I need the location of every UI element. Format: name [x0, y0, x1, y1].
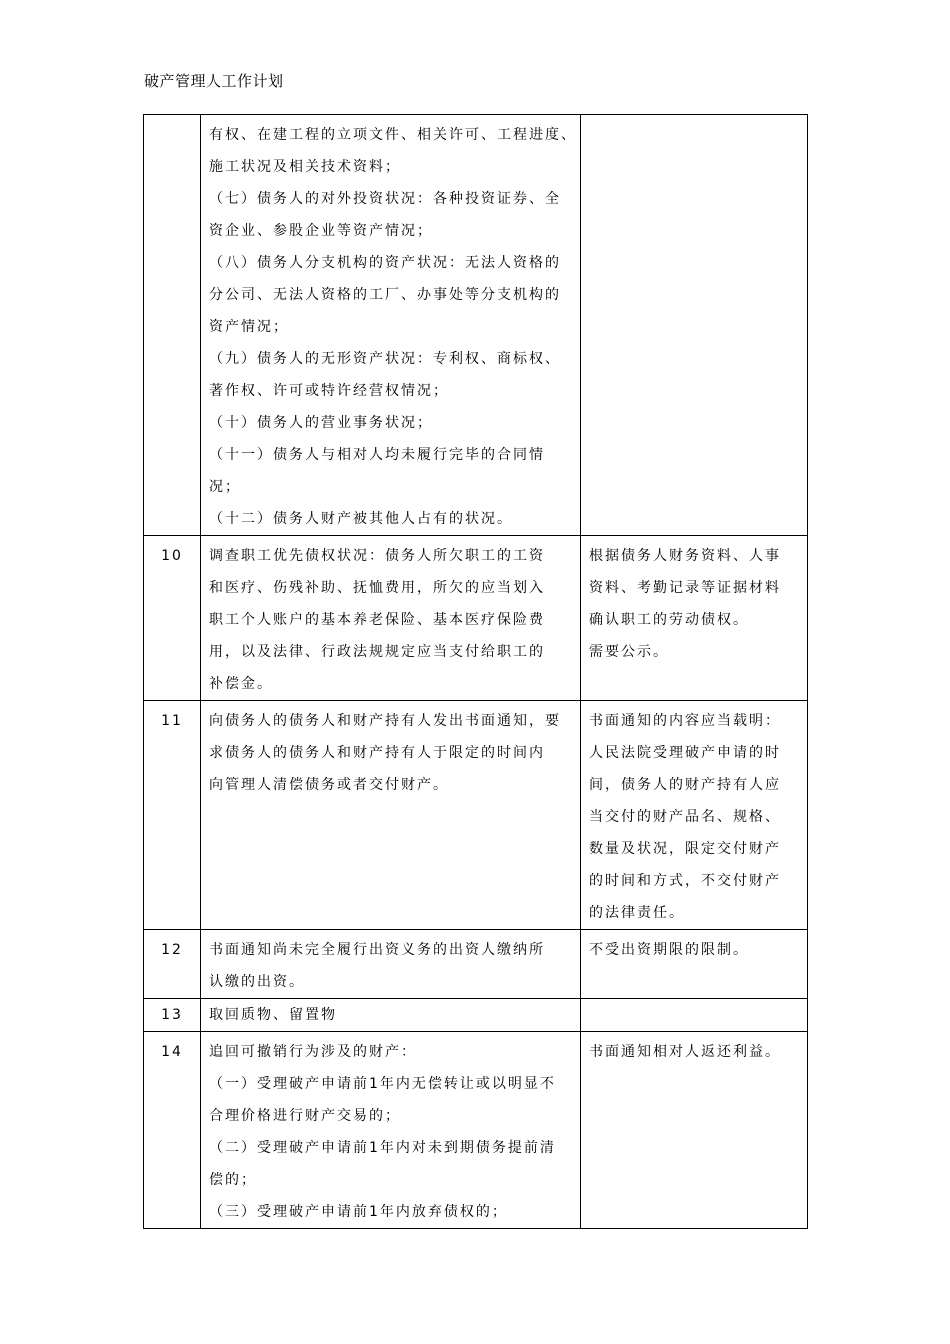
content-line: （三）受理破产申请前1年内放弃债权的；: [209, 1204, 508, 1220]
content-line: （二）受理破产申请前1年内对未到期债务提前清: [209, 1140, 556, 1156]
content-line: 认缴的出资。: [209, 974, 305, 990]
content-line: 取回质物、留置物: [209, 1007, 337, 1023]
row-content: [201, 536, 581, 701]
note-line: 数量及状况，限定交付财产: [589, 841, 781, 857]
table-row: [144, 1032, 808, 1229]
content-line: 偿的；: [209, 1172, 257, 1188]
content-line: （十）债务人的营业事务状况；: [209, 415, 433, 431]
note-line: 的时间和方式，不交付财产: [589, 873, 781, 889]
table-body: [144, 115, 808, 1229]
note-line: 根据债务人财务资料、人事: [589, 548, 781, 564]
note-line: 当交付的财产品名、规格、: [589, 809, 781, 825]
content-line: （一）受理破产申请前1年内无偿转让或以明显不: [209, 1076, 556, 1092]
note-line: 间，债务人的财产持有人应: [589, 777, 781, 793]
row-number: 11: [144, 701, 201, 930]
content-line: 资产情况；: [209, 319, 289, 335]
content-line: 向管理人清偿债务或者交付财产。: [209, 777, 449, 793]
note-line: 需要公示。: [589, 644, 669, 660]
note-line: 资料、考勤记录等证据材料: [589, 580, 781, 596]
row-content: [201, 999, 581, 1032]
note-line: 书面通知的内容应当载明：: [589, 713, 781, 729]
document-header: 破产管理人工作计划: [144, 72, 284, 90]
note-line: 确认职工的劳动债权。: [589, 612, 749, 628]
table-row: [144, 930, 808, 999]
table-row: [144, 701, 808, 930]
row-note: [581, 930, 808, 999]
note-line: 的法律责任。: [589, 905, 685, 921]
content-line: （九）债务人的无形资产状况：专利权、商标权、: [209, 351, 561, 367]
content-line: 追回可撤销行为涉及的财产：: [209, 1044, 417, 1060]
row-number: 10: [144, 536, 201, 701]
row-number: 14: [144, 1032, 201, 1229]
content-line: 合理价格进行财产交易的；: [209, 1108, 401, 1124]
row-note: [581, 701, 808, 930]
note-line: 书面通知相对人返还利益。: [589, 1044, 781, 1060]
content-line: 向债务人的债务人和财产持有人发出书面通知，要: [209, 713, 561, 729]
content-line: （十二）债务人财产被其他人占有的状况。: [209, 511, 513, 527]
content-line: 施工状况及相关技术资料；: [209, 159, 401, 175]
content-line: 补偿金。: [209, 676, 273, 692]
content-line: 和医疗、伤残补助、抚恤费用，所欠的应当划入: [209, 580, 545, 596]
content-line: 求债务人的债务人和财产持有人于限定的时间内: [209, 745, 545, 761]
row-content: [201, 930, 581, 999]
table-row: [144, 999, 808, 1032]
row-note: [581, 536, 808, 701]
work-plan-table: [143, 114, 808, 1229]
content-line: （七）债务人的对外投资状况：各种投资证券、全: [209, 191, 561, 207]
row-number: 13: [144, 999, 201, 1032]
row-content: [201, 701, 581, 930]
content-line: 用，以及法律、行政法规规定应当支付给职工的: [209, 644, 545, 660]
row-content: [201, 115, 581, 536]
content-line: （十一）债务人与相对人均未履行完毕的合同情: [209, 447, 545, 463]
content-line: 职工个人账户的基本养老保险、基本医疗保险费: [209, 612, 545, 628]
table-row: [144, 536, 808, 701]
content-line: 书面通知尚未完全履行出资义务的出资人缴纳所: [209, 942, 545, 958]
content-line: 分公司、无法人资格的工厂、办事处等分支机构的: [209, 287, 561, 303]
content-line: 况；: [209, 479, 241, 495]
row-number: 12: [144, 930, 201, 999]
content-line: 有权、在建工程的立项文件、相关许可、工程进度、: [209, 127, 577, 143]
content-line: 著作权、许可或特许经营权情况；: [209, 383, 449, 399]
content-line: 调查职工优先债权状况：债务人所欠职工的工资: [209, 548, 545, 564]
content-line: 资企业、参股企业等资产情况；: [209, 223, 433, 239]
row-content: [201, 1032, 581, 1229]
note-line: 不受出资期限的限制。: [589, 942, 749, 958]
row-number: [144, 115, 201, 536]
note-line: 人民法院受理破产申请的时: [589, 745, 781, 761]
row-note: [581, 999, 808, 1032]
table-row: [144, 115, 808, 536]
content-line: （八）债务人分支机构的资产状况：无法人资格的: [209, 255, 561, 271]
row-note: [581, 115, 808, 536]
row-note: [581, 1032, 808, 1229]
